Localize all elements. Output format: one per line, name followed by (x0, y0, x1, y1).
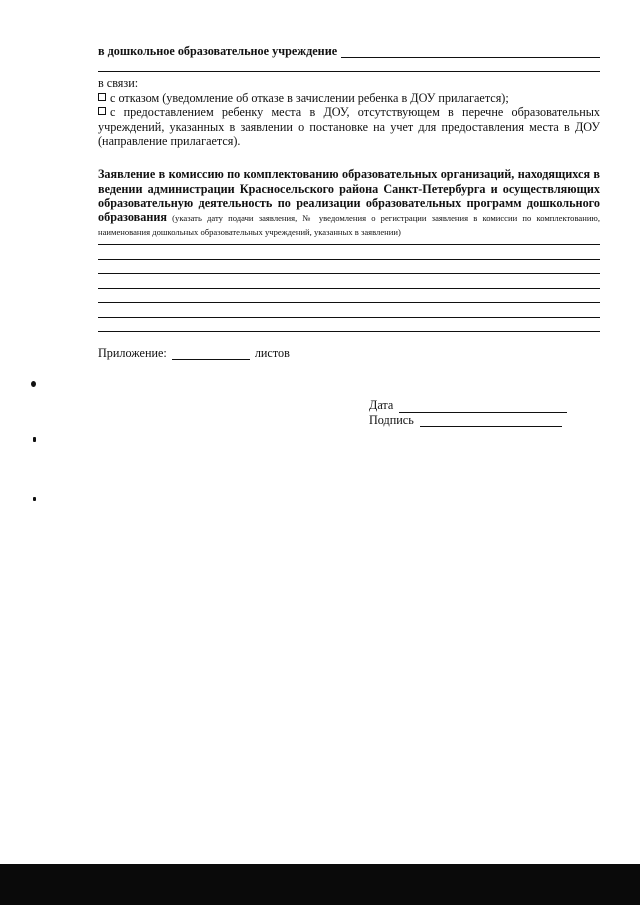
scan-speck (33, 497, 36, 501)
option-refusal (98, 91, 600, 105)
statement-line-4[interactable] (98, 288, 600, 289)
option-provision-text: с предоставлением ребенку места в ДОУ, отсутствующем в перечне образовательных учреждений, указанных в заявлении о постановке на учет для предоставления места в ДОУ (направление прилагается). (98, 105, 600, 149)
statement-title: Заявление в комиссию по комплектованию образовательных организаций, находящихся в ведении администрации Красносельского района Санкт-Петербурга и осуществляющих образовательную деятельность по реализации образовательных программ дошкольного образования (98, 167, 600, 225)
date-row (369, 398, 567, 413)
reason-intro: в связи: (98, 76, 139, 91)
signature-blank[interactable] (420, 415, 562, 427)
statement-line-2[interactable] (98, 259, 600, 260)
date-blank[interactable] (399, 401, 567, 413)
option-provision (98, 105, 600, 148)
statement-line-3[interactable] (98, 273, 600, 274)
attachment-suffix: листов (254, 345, 290, 360)
statement-line-1[interactable] (98, 244, 600, 245)
signature-block (369, 398, 567, 427)
provision-checkbox[interactable] (98, 107, 106, 115)
signature-label: Подпись (369, 412, 414, 427)
statement-line-5[interactable] (98, 302, 600, 303)
signature-row (369, 413, 567, 428)
attachment-label: Приложение: (98, 345, 167, 360)
scan-bottom-edge (0, 864, 640, 905)
institution-blank-continued[interactable] (98, 71, 600, 72)
statement-paragraph (98, 167, 600, 238)
attachment-count-blank[interactable] (172, 348, 250, 360)
scan-speck (33, 437, 36, 442)
statement-lines (98, 244, 600, 332)
institution-row (98, 44, 600, 58)
date-label: Дата (369, 398, 394, 412)
refusal-checkbox[interactable] (98, 93, 106, 101)
statement-hint: (указать дату подачи заявления, № уведомления о регистрации заявления в комиссии по комплектованию, наименования дошкольных образовательных учреждений, указанных в заявлении) (98, 213, 600, 238)
statement-line-6[interactable] (98, 317, 600, 318)
institution-blank[interactable] (341, 46, 600, 58)
statement-line-7[interactable] (98, 331, 600, 332)
attachment-row (98, 346, 600, 360)
scan-speck (31, 381, 36, 387)
institution-label: в дошкольное образовательное учреждение (98, 44, 338, 58)
form-body (98, 44, 600, 360)
option-refusal-text: с отказом (уведомление об отказе в зачислении ребенка в ДОУ прилагается); (110, 90, 509, 105)
